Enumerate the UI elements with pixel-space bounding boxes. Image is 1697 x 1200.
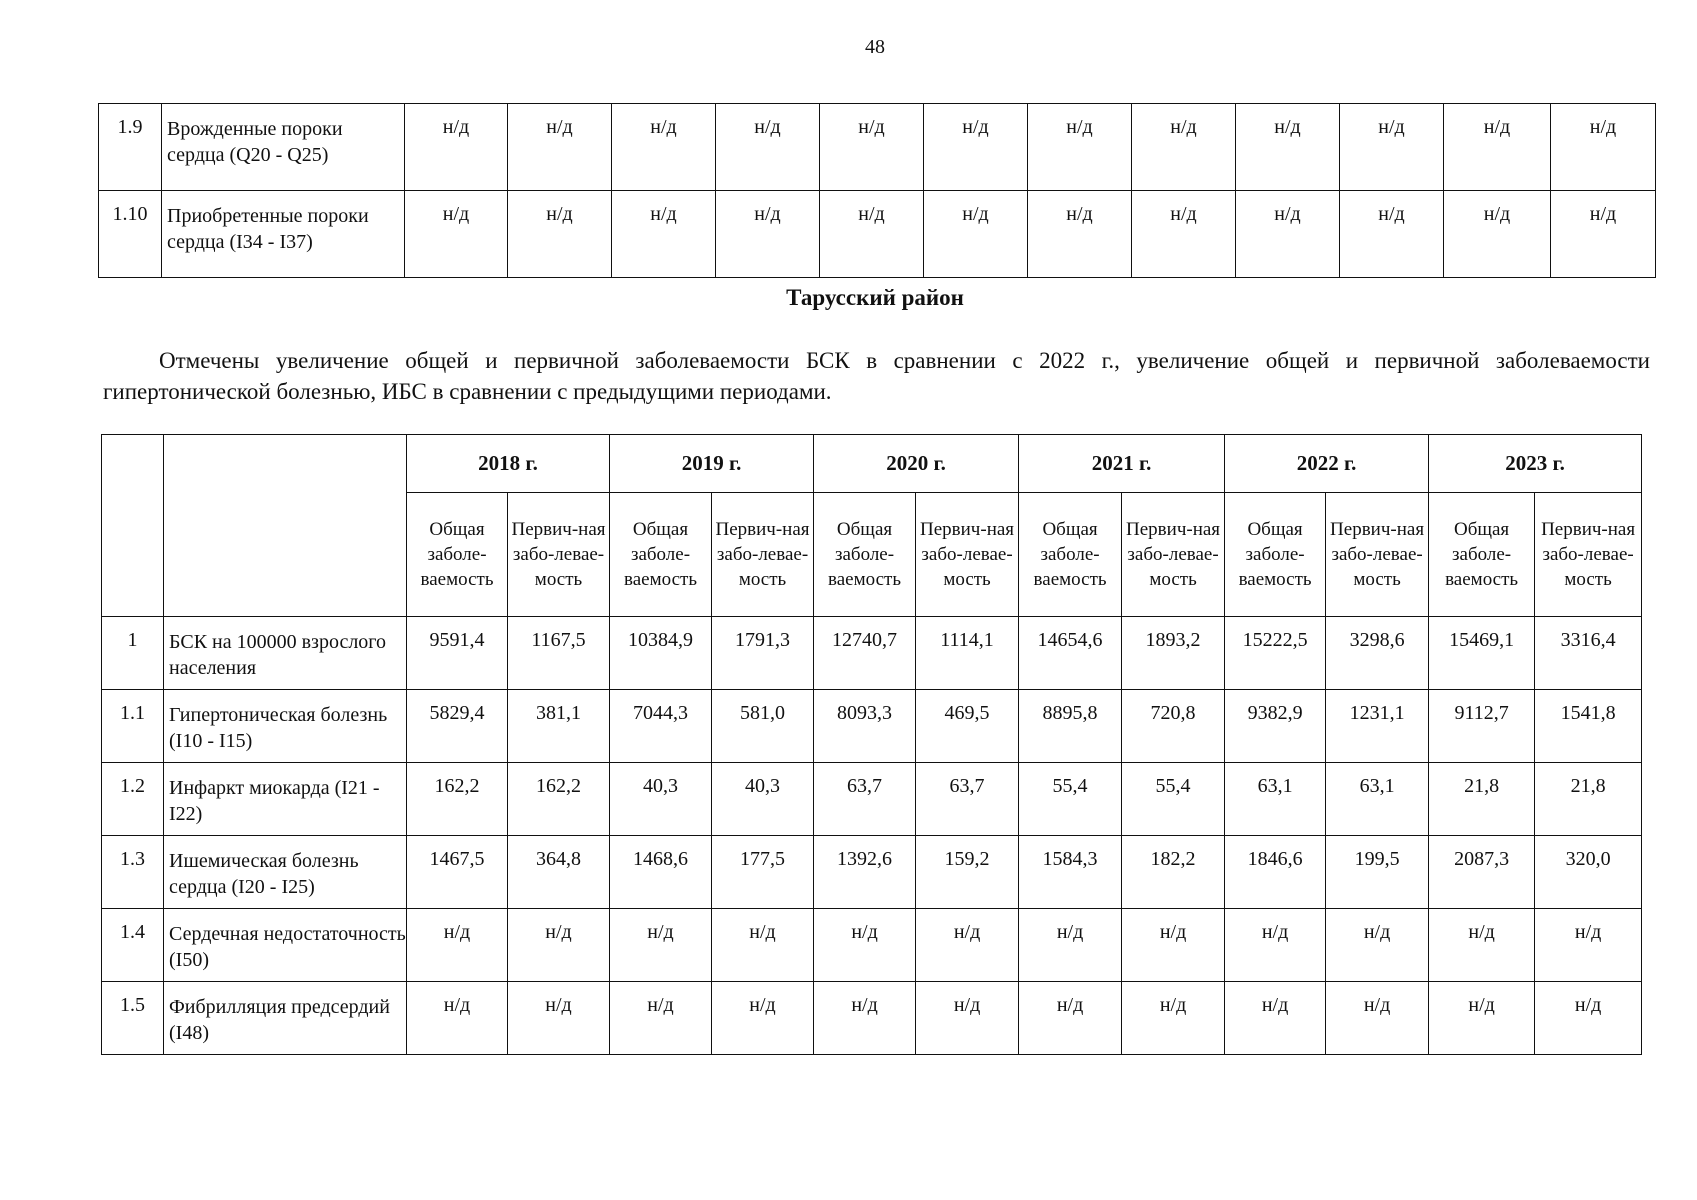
district-table [101,434,1642,1055]
value-cell: н/д [1236,191,1340,278]
row-name-cell: Ишемическая болезнь сердца (I20 - I25) [164,836,407,909]
value-cell: н/д [1326,909,1429,982]
value-cell: 1468,6 [610,836,712,909]
value-cell: н/д [916,909,1019,982]
value-cell: 320,0 [1535,836,1642,909]
district-table-body [102,617,1642,1055]
value-cell: 63,7 [916,763,1019,836]
value-cell: н/д [712,909,814,982]
value-cell: н/д [508,191,612,278]
section-title: Тарусский район [786,285,964,310]
value-cell: н/д [1429,909,1535,982]
value-cell: н/д [508,982,610,1055]
value-cell: 199,5 [1326,836,1429,909]
year-header-cell: 2019 г. [610,435,814,493]
value-cell: 9382,9 [1225,690,1326,763]
value-cell: н/д [1551,104,1656,191]
continued-table-body [99,104,1656,278]
year-header-cell: 2021 г. [1019,435,1225,493]
value-cell: н/д [405,104,508,191]
primary-morbidity-header: Первич-ная забо-леваe-мость [1122,493,1225,617]
value-cell: н/д [405,191,508,278]
value-cell: н/д [1444,191,1551,278]
value-cell: 63,1 [1326,763,1429,836]
primary-morbidity-header: Первич-ная забо-леваe-мость [508,493,610,617]
primary-morbidity-header: Первич-ная забо-леваe-мость [712,493,814,617]
value-cell: н/д [1225,982,1326,1055]
value-cell: 1791,3 [712,617,814,690]
value-cell: 10384,9 [610,617,712,690]
value-cell: 15469,1 [1429,617,1535,690]
value-cell: н/д [820,191,924,278]
value-cell: н/д [1340,104,1444,191]
value-cell: 1231,1 [1326,690,1429,763]
table-row [102,982,1642,1055]
value-cell: н/д [407,982,508,1055]
table-row [102,763,1642,836]
value-cell: 9112,7 [1429,690,1535,763]
value-cell: н/д [814,982,916,1055]
value-cell: н/д [1236,104,1340,191]
value-cell: 381,1 [508,690,610,763]
value-cell: 1541,8 [1535,690,1642,763]
continued-table [98,103,1656,278]
row-name-cell: Врожденные пороки сердца (Q20 - Q25) [162,104,405,191]
value-cell: н/д [1551,191,1656,278]
value-cell: 8895,8 [1019,690,1122,763]
table-row [102,617,1642,690]
table-row [102,909,1642,982]
row-number-cell: 1.10 [99,191,162,278]
value-cell: н/д [1028,191,1132,278]
value-cell: 55,4 [1122,763,1225,836]
value-cell: н/д [1132,104,1236,191]
value-cell: 63,1 [1225,763,1326,836]
value-cell: н/д [820,104,924,191]
value-cell: н/д [924,104,1028,191]
value-cell: 15222,5 [1225,617,1326,690]
value-cell: 720,8 [1122,690,1225,763]
value-cell: н/д [1019,909,1122,982]
value-cell: 21,8 [1535,763,1642,836]
value-cell: н/д [612,104,716,191]
value-cell: н/д [716,104,820,191]
general-morbidity-header: Общая заболе-ваемость [1429,493,1535,617]
value-cell: 1167,5 [508,617,610,690]
district-table-header [102,435,1642,617]
value-cell: 469,5 [916,690,1019,763]
row-number-cell: 1.4 [102,909,164,982]
value-cell: н/д [712,982,814,1055]
value-cell: н/д [1535,909,1642,982]
value-cell: 581,0 [712,690,814,763]
year-header-cell: 2022 г. [1225,435,1429,493]
value-cell: 1893,2 [1122,617,1225,690]
year-header-row [102,435,1642,493]
primary-morbidity-header: Первич-ная забо-леваe-мость [1535,493,1642,617]
value-cell: 162,2 [508,763,610,836]
table-row [99,191,1656,278]
value-cell: н/д [610,982,712,1055]
general-morbidity-header: Общая заболе-ваемость [814,493,916,617]
year-header-cell: 2023 г. [1429,435,1642,493]
value-cell: 162,2 [407,763,508,836]
value-cell: 63,7 [814,763,916,836]
value-cell: н/д [1535,982,1642,1055]
value-cell: н/д [1326,982,1429,1055]
row-name-cell: Инфаркт миокарда (I21 - I22) [164,763,407,836]
row-number-cell: 1.9 [99,104,162,191]
row-name-cell: Фибрилляция предсердий (I48) [164,982,407,1055]
value-cell: н/д [1444,104,1551,191]
value-cell: н/д [1019,982,1122,1055]
value-cell: 5829,4 [407,690,508,763]
year-header-cell: 2018 г. [407,435,610,493]
value-cell: 1392,6 [814,836,916,909]
value-cell: 55,4 [1019,763,1122,836]
value-cell: 21,8 [1429,763,1535,836]
value-cell: н/д [1122,909,1225,982]
row-name-cell: Сердечная недостаточность (I50) [164,909,407,982]
row-number-cell: 1.5 [102,982,164,1055]
value-cell: 1846,6 [1225,836,1326,909]
value-cell: 8093,3 [814,690,916,763]
intro-paragraph: Отмечены увеличение общей и первичной заболеваемости БСК в сравнении с 2022 г., увеличение общей и первичной заболеваемости гипертонической болезнью, ИБС в сравнении с предыдущими периодами. [103,348,1650,404]
table-row [102,690,1642,763]
value-cell: 1584,3 [1019,836,1122,909]
table-row [99,104,1656,191]
page-number: 48 [865,36,885,58]
value-cell: 14654,6 [1019,617,1122,690]
value-cell: н/д [1028,104,1132,191]
value-cell: 364,8 [508,836,610,909]
value-cell: н/д [407,909,508,982]
general-morbidity-header: Общая заболе-ваемость [1019,493,1122,617]
value-cell: н/д [716,191,820,278]
value-cell: 7044,3 [610,690,712,763]
value-cell: 9591,4 [407,617,508,690]
value-cell: 3316,4 [1535,617,1642,690]
header-num-cell [102,435,164,617]
value-cell: н/д [612,191,716,278]
general-morbidity-header: Общая заболе-ваемость [610,493,712,617]
row-name-cell: Гипертоническая болезнь (I10 - I15) [164,690,407,763]
primary-morbidity-header: Первич-ная забо-леваe-мость [1326,493,1429,617]
value-cell: 12740,7 [814,617,916,690]
value-cell: н/д [924,191,1028,278]
value-cell: н/д [508,909,610,982]
value-cell: 1114,1 [916,617,1019,690]
value-cell: н/д [1225,909,1326,982]
table-row [102,836,1642,909]
row-number-cell: 1.2 [102,763,164,836]
value-cell: 182,2 [1122,836,1225,909]
row-number-cell: 1.3 [102,836,164,909]
row-name-cell: Приобретенные пороки сердца (I34 - I37) [162,191,405,278]
value-cell: 2087,3 [1429,836,1535,909]
value-cell: 3298,6 [1326,617,1429,690]
general-morbidity-header: Общая заболе-ваемость [1225,493,1326,617]
header-name-cell [164,435,407,617]
value-cell: 1467,5 [407,836,508,909]
value-cell: н/д [1122,982,1225,1055]
value-cell: н/д [814,909,916,982]
row-number-cell: 1 [102,617,164,690]
year-header-cell: 2020 г. [814,435,1019,493]
value-cell: н/д [1132,191,1236,278]
general-morbidity-header: Общая заболе-ваемость [407,493,508,617]
primary-morbidity-header: Первич-ная забо-леваe-мость [916,493,1019,617]
value-cell: н/д [508,104,612,191]
value-cell: н/д [610,909,712,982]
value-cell: н/д [1429,982,1535,1055]
value-cell: 159,2 [916,836,1019,909]
value-cell: н/д [916,982,1019,1055]
value-cell: 177,5 [712,836,814,909]
value-cell: 40,3 [610,763,712,836]
row-number-cell: 1.1 [102,690,164,763]
value-cell: 40,3 [712,763,814,836]
value-cell: н/д [1340,191,1444,278]
row-name-cell: БСК на 100000 взрослого населения [164,617,407,690]
